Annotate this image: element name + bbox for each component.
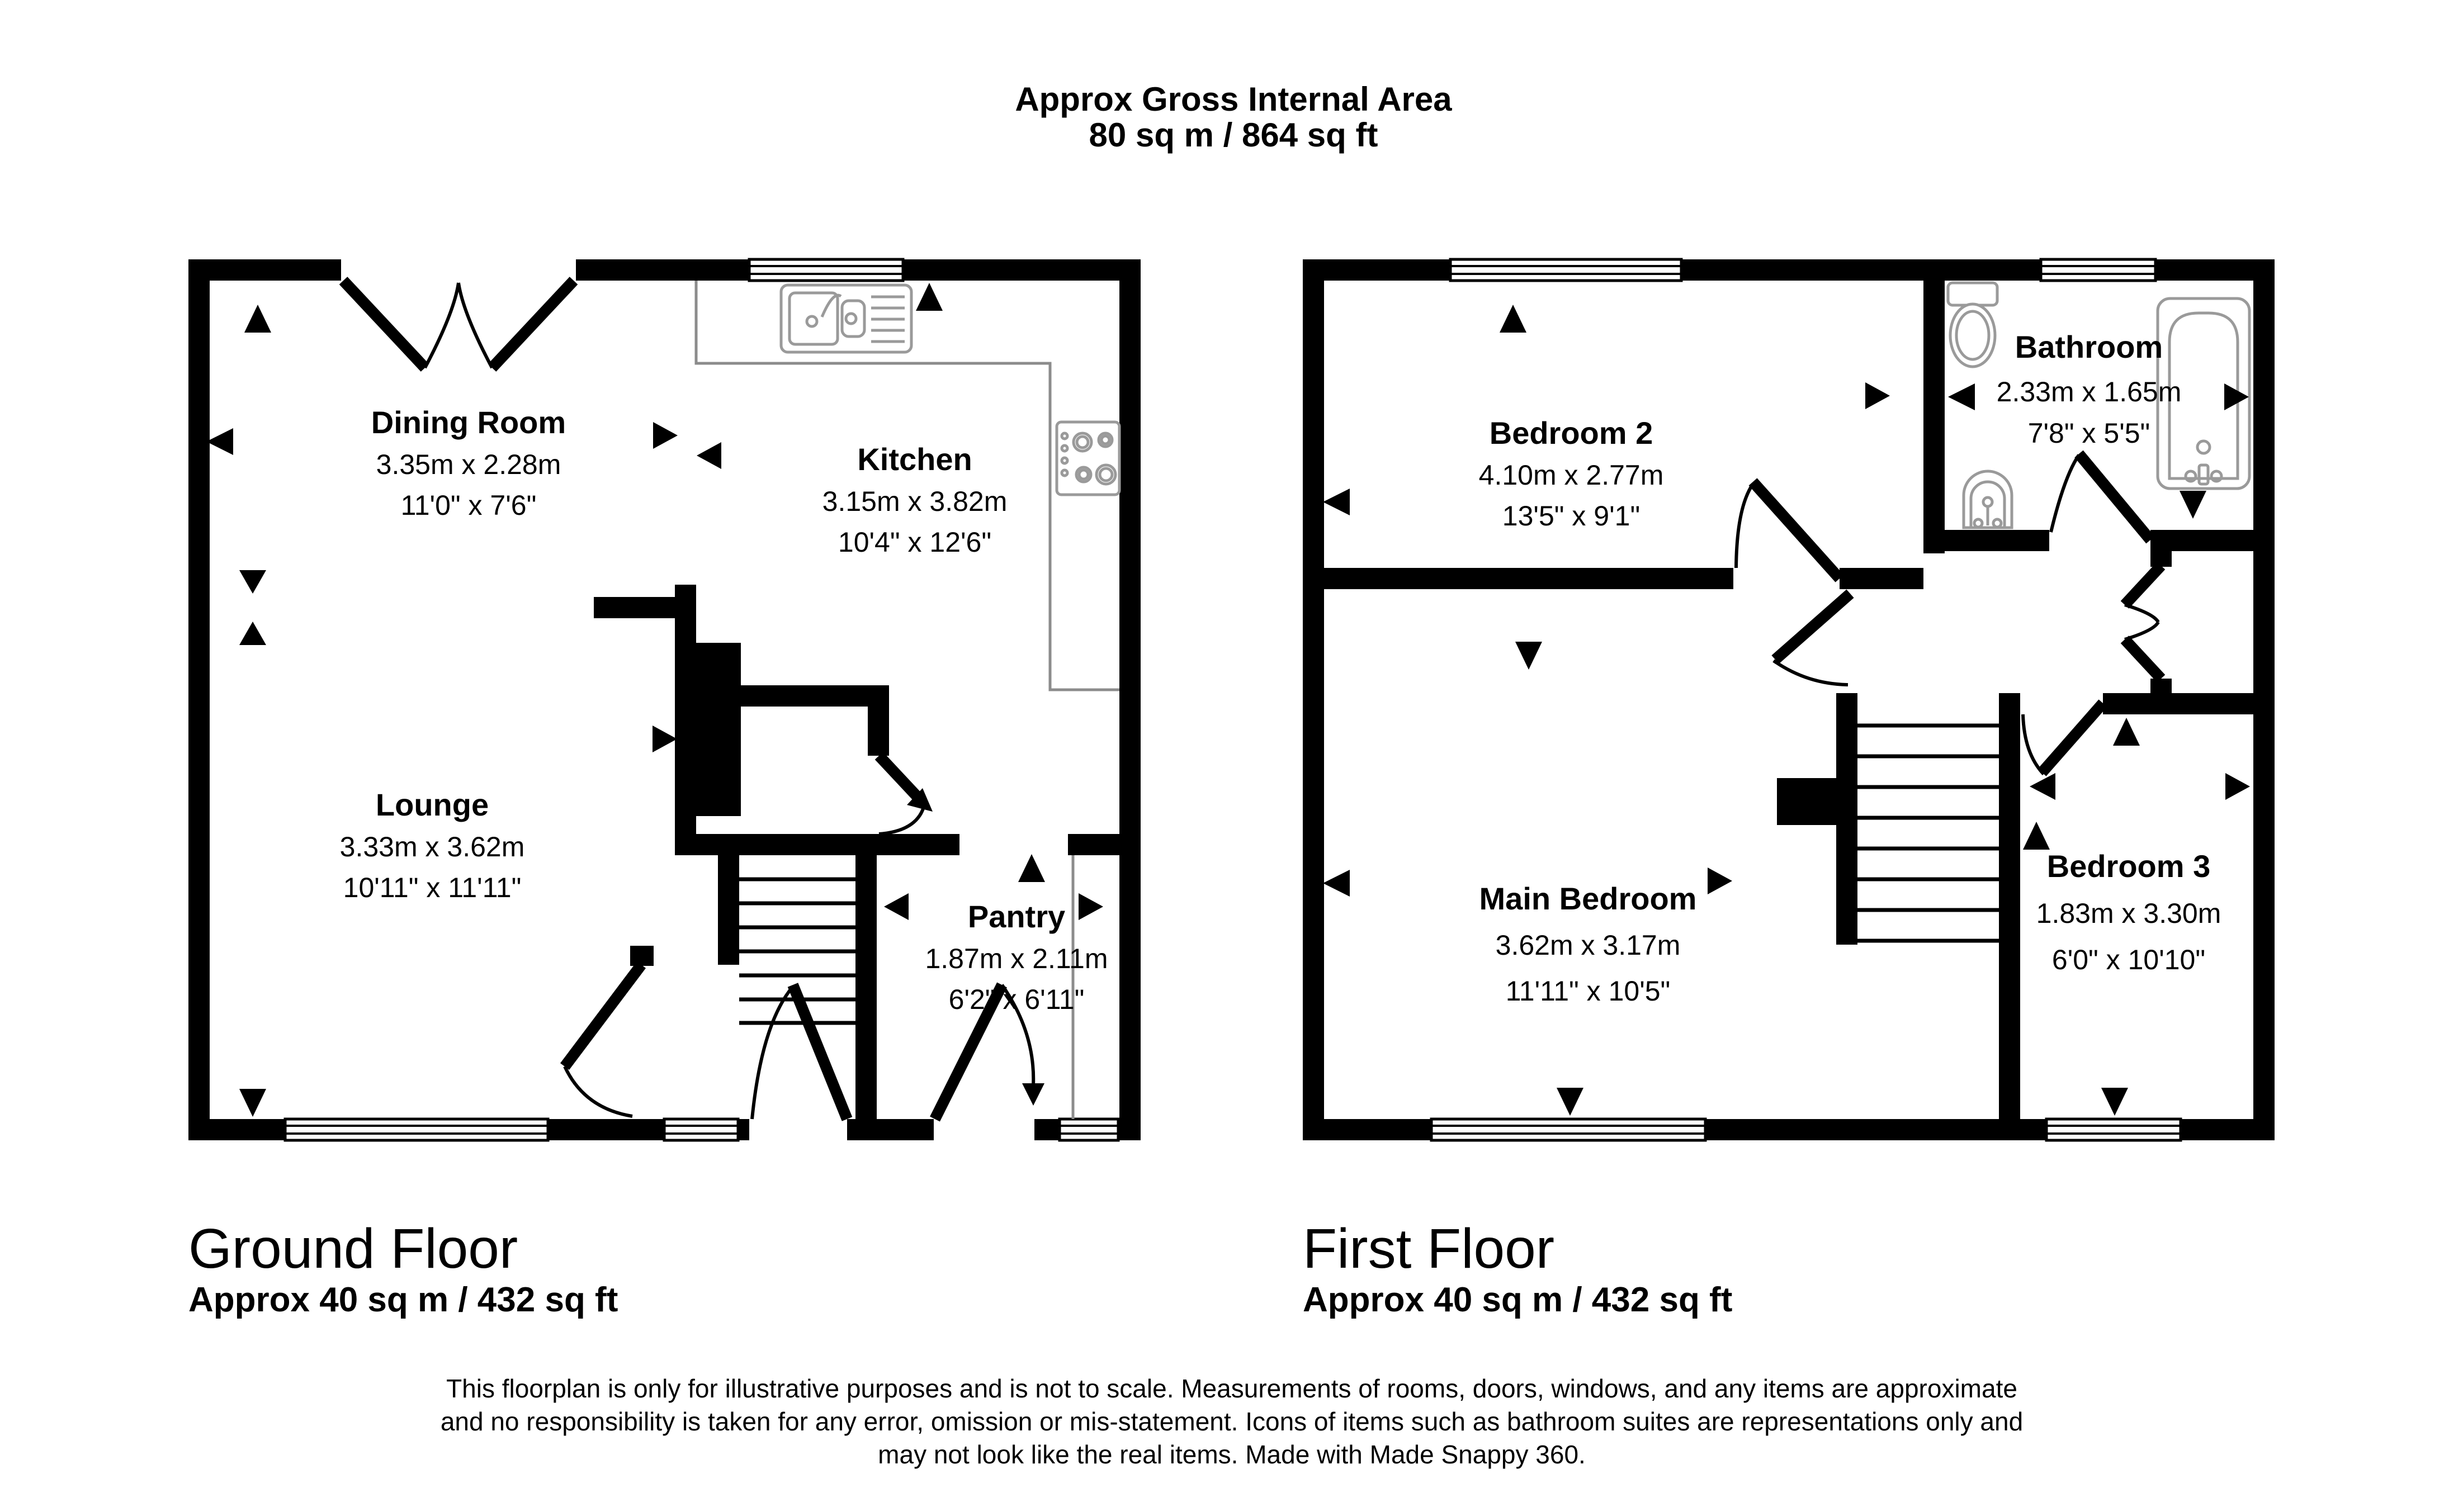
svg-text:3.35m x 2.28m: 3.35m x 2.28m <box>376 449 561 480</box>
wall <box>2150 530 2253 551</box>
camera-direction-icon <box>1515 642 1542 670</box>
wall <box>2253 259 2275 1140</box>
french-doors <box>343 281 574 368</box>
window <box>2041 259 2155 281</box>
wall <box>630 946 654 966</box>
wall <box>188 1119 285 1140</box>
svg-text:1.87m x 2.11m: 1.87m x 2.11m <box>925 943 1108 974</box>
floor-area: Approx 40 sq m / 432 sq ft <box>1303 1281 1733 1319</box>
wall <box>2155 259 2275 281</box>
wall <box>2150 679 2172 694</box>
wall <box>2181 1119 2275 1140</box>
svg-text:10'4" x 12'6": 10'4" x 12'6" <box>838 527 992 558</box>
hob-icon <box>1057 422 1119 495</box>
window <box>1060 1119 1118 1140</box>
svg-text:6'0" x 10'10": 6'0" x 10'10" <box>2051 944 2206 975</box>
wall <box>1836 693 1857 945</box>
camera-direction-icon <box>2101 1088 2128 1116</box>
chimney-breast <box>1777 778 1836 825</box>
svg-text:11'0" x 7'6": 11'0" x 7'6" <box>400 490 537 521</box>
svg-text:13'5" x 9'1": 13'5" x 9'1" <box>1502 500 1641 532</box>
camera-direction-icon <box>2180 491 2206 519</box>
wall <box>738 1119 749 1140</box>
first-floor-plan <box>1303 259 2275 1140</box>
gross-area-value: 80 sq m / 864 sq ft <box>1089 116 1378 154</box>
window <box>749 259 903 281</box>
wall <box>2103 693 2253 714</box>
gross-area-title: Approx Gross Internal Area <box>1015 80 1452 118</box>
svg-text:10'11" x 11'11": 10'11" x 11'11" <box>343 872 522 903</box>
window <box>1431 1119 1705 1140</box>
window <box>2046 1119 2181 1140</box>
wall <box>1303 1119 1431 1140</box>
room-label-main-bedroom <box>1479 881 1697 1007</box>
camera-direction-icon <box>884 893 909 920</box>
camera-direction-icon <box>1948 383 1975 410</box>
kitchen-sink-icon <box>781 285 911 352</box>
camera-direction-icon <box>1557 1088 1583 1116</box>
window <box>1450 259 1681 281</box>
disclaimer <box>441 1374 2023 1469</box>
wall <box>741 685 889 707</box>
camera-direction-icon <box>1018 854 1045 882</box>
wall <box>1923 530 2049 551</box>
window <box>664 1119 738 1140</box>
cupboard-doors <box>2125 566 2161 679</box>
floor-name: Ground Floor <box>188 1217 518 1280</box>
svg-text:2.33m x 1.65m: 2.33m x 1.65m <box>1996 376 2182 407</box>
camera-direction-icon <box>1323 870 1350 897</box>
wall <box>1303 259 1450 281</box>
disclaimer-line: may not look like the real items. Made with Made Snappy 360. <box>878 1440 1586 1469</box>
wall <box>855 855 877 1119</box>
room-label-lounge <box>340 787 525 903</box>
svg-text:Bedroom 2: Bedroom 2 <box>1489 415 1653 451</box>
svg-text:4.10m x 2.77m: 4.10m x 2.77m <box>1478 459 1664 491</box>
wall <box>576 259 749 281</box>
svg-text:11'11" x 10'5": 11'11" x 10'5" <box>1505 975 1671 1007</box>
wall <box>2150 551 2172 567</box>
camera-direction-icon <box>1079 893 1103 920</box>
wall <box>1068 834 1119 855</box>
camera-direction-icon <box>1323 489 1350 515</box>
wall <box>188 259 341 281</box>
disclaimer-line: This floorplan is only for illustrative purposes and is not to scale. Measurements of rooms, doors, windows, and any items are approximate <box>446 1374 2017 1403</box>
ground-floor-plan <box>188 259 1141 1140</box>
wall <box>675 585 696 855</box>
camera-direction-icon <box>206 428 233 455</box>
svg-text:3.33m x 3.62m: 3.33m x 3.62m <box>339 831 525 862</box>
svg-text:Pantry: Pantry <box>967 899 1066 934</box>
main-bedroom-door <box>1774 594 1850 685</box>
wall <box>675 834 959 855</box>
camera-direction-icon <box>2023 822 2050 850</box>
svg-text:Kitchen: Kitchen <box>857 442 972 477</box>
camera-direction-icon <box>2113 718 2140 746</box>
svg-text:Bathroom: Bathroom <box>2015 329 2163 364</box>
room-label-bathroom <box>1997 329 2182 449</box>
svg-text:Lounge: Lounge <box>375 787 489 822</box>
bedroom2-door <box>1736 482 1840 579</box>
wall <box>1923 281 1945 553</box>
disclaimer-line: and no responsibility is taken for any error, omission or mis-statement. Icons of items such as bathroom suites are representations only and <box>440 1407 2024 1436</box>
wall <box>1303 259 1324 1140</box>
wall <box>868 707 889 756</box>
front-door <box>752 985 847 1119</box>
bedroom3-door <box>2023 703 2103 774</box>
room-label-kitchen <box>822 442 1008 558</box>
camera-direction-icon <box>2030 773 2055 800</box>
camera-direction-icon <box>1708 868 1732 894</box>
wall <box>1119 259 1141 1140</box>
svg-text:3.62m x 3.17m: 3.62m x 3.17m <box>1495 930 1681 961</box>
staircase <box>1857 726 1999 941</box>
room-label-dining <box>371 405 566 521</box>
camera-direction-icon <box>653 422 678 449</box>
wall <box>548 1119 664 1140</box>
camera-direction-icon <box>1500 305 1526 333</box>
toilet-icon <box>1948 283 1997 367</box>
bathroom-door <box>2051 454 2150 540</box>
camera-direction-icon <box>239 622 266 645</box>
basin-icon <box>1964 471 2012 528</box>
wall <box>903 259 1141 281</box>
room-label-bedroom3 <box>2036 849 2221 975</box>
floor-name: First Floor <box>1303 1217 1554 1280</box>
room-label-bedroom2 <box>1479 415 1664 532</box>
svg-text:1.83m x 3.30m: 1.83m x 3.30m <box>2036 898 2221 929</box>
door <box>565 965 641 1116</box>
ground-floor-caption <box>188 1217 618 1319</box>
camera-direction-icon <box>239 1089 266 1117</box>
floor-area: Approx 40 sq m / 432 sq ft <box>188 1281 618 1319</box>
wall <box>1034 1119 1060 1140</box>
camera-direction-icon <box>2225 773 2250 800</box>
camera-direction-icon <box>916 283 943 311</box>
header <box>1015 80 1452 154</box>
svg-text:Bedroom 3: Bedroom 3 <box>2046 849 2211 884</box>
wall <box>847 1119 934 1140</box>
svg-text:Dining Room: Dining Room <box>371 405 566 440</box>
window <box>285 1119 548 1140</box>
camera-direction-icon <box>239 570 266 594</box>
wall <box>1118 1119 1141 1140</box>
wall <box>188 259 210 1140</box>
camera-direction-icon <box>1865 382 1890 409</box>
svg-text:3.15m x 3.82m: 3.15m x 3.82m <box>822 486 1008 517</box>
camera-direction-icon <box>653 726 677 752</box>
chimney-breast <box>696 643 741 816</box>
svg-text:6'2" x 6'11": 6'2" x 6'11" <box>948 984 1085 1015</box>
door <box>879 756 933 834</box>
wall <box>1705 1119 2046 1140</box>
wall <box>718 855 739 965</box>
first-floor-caption <box>1303 1217 1732 1319</box>
wall <box>1681 259 2041 281</box>
svg-text:Main Bedroom: Main Bedroom <box>1479 881 1697 916</box>
camera-direction-icon <box>244 305 271 333</box>
camera-direction-icon <box>697 442 721 469</box>
wall <box>1324 568 1733 589</box>
wall <box>1840 568 1923 589</box>
svg-text:7'8" x 5'5": 7'8" x 5'5" <box>2027 418 2150 449</box>
wall <box>1999 693 2020 1119</box>
